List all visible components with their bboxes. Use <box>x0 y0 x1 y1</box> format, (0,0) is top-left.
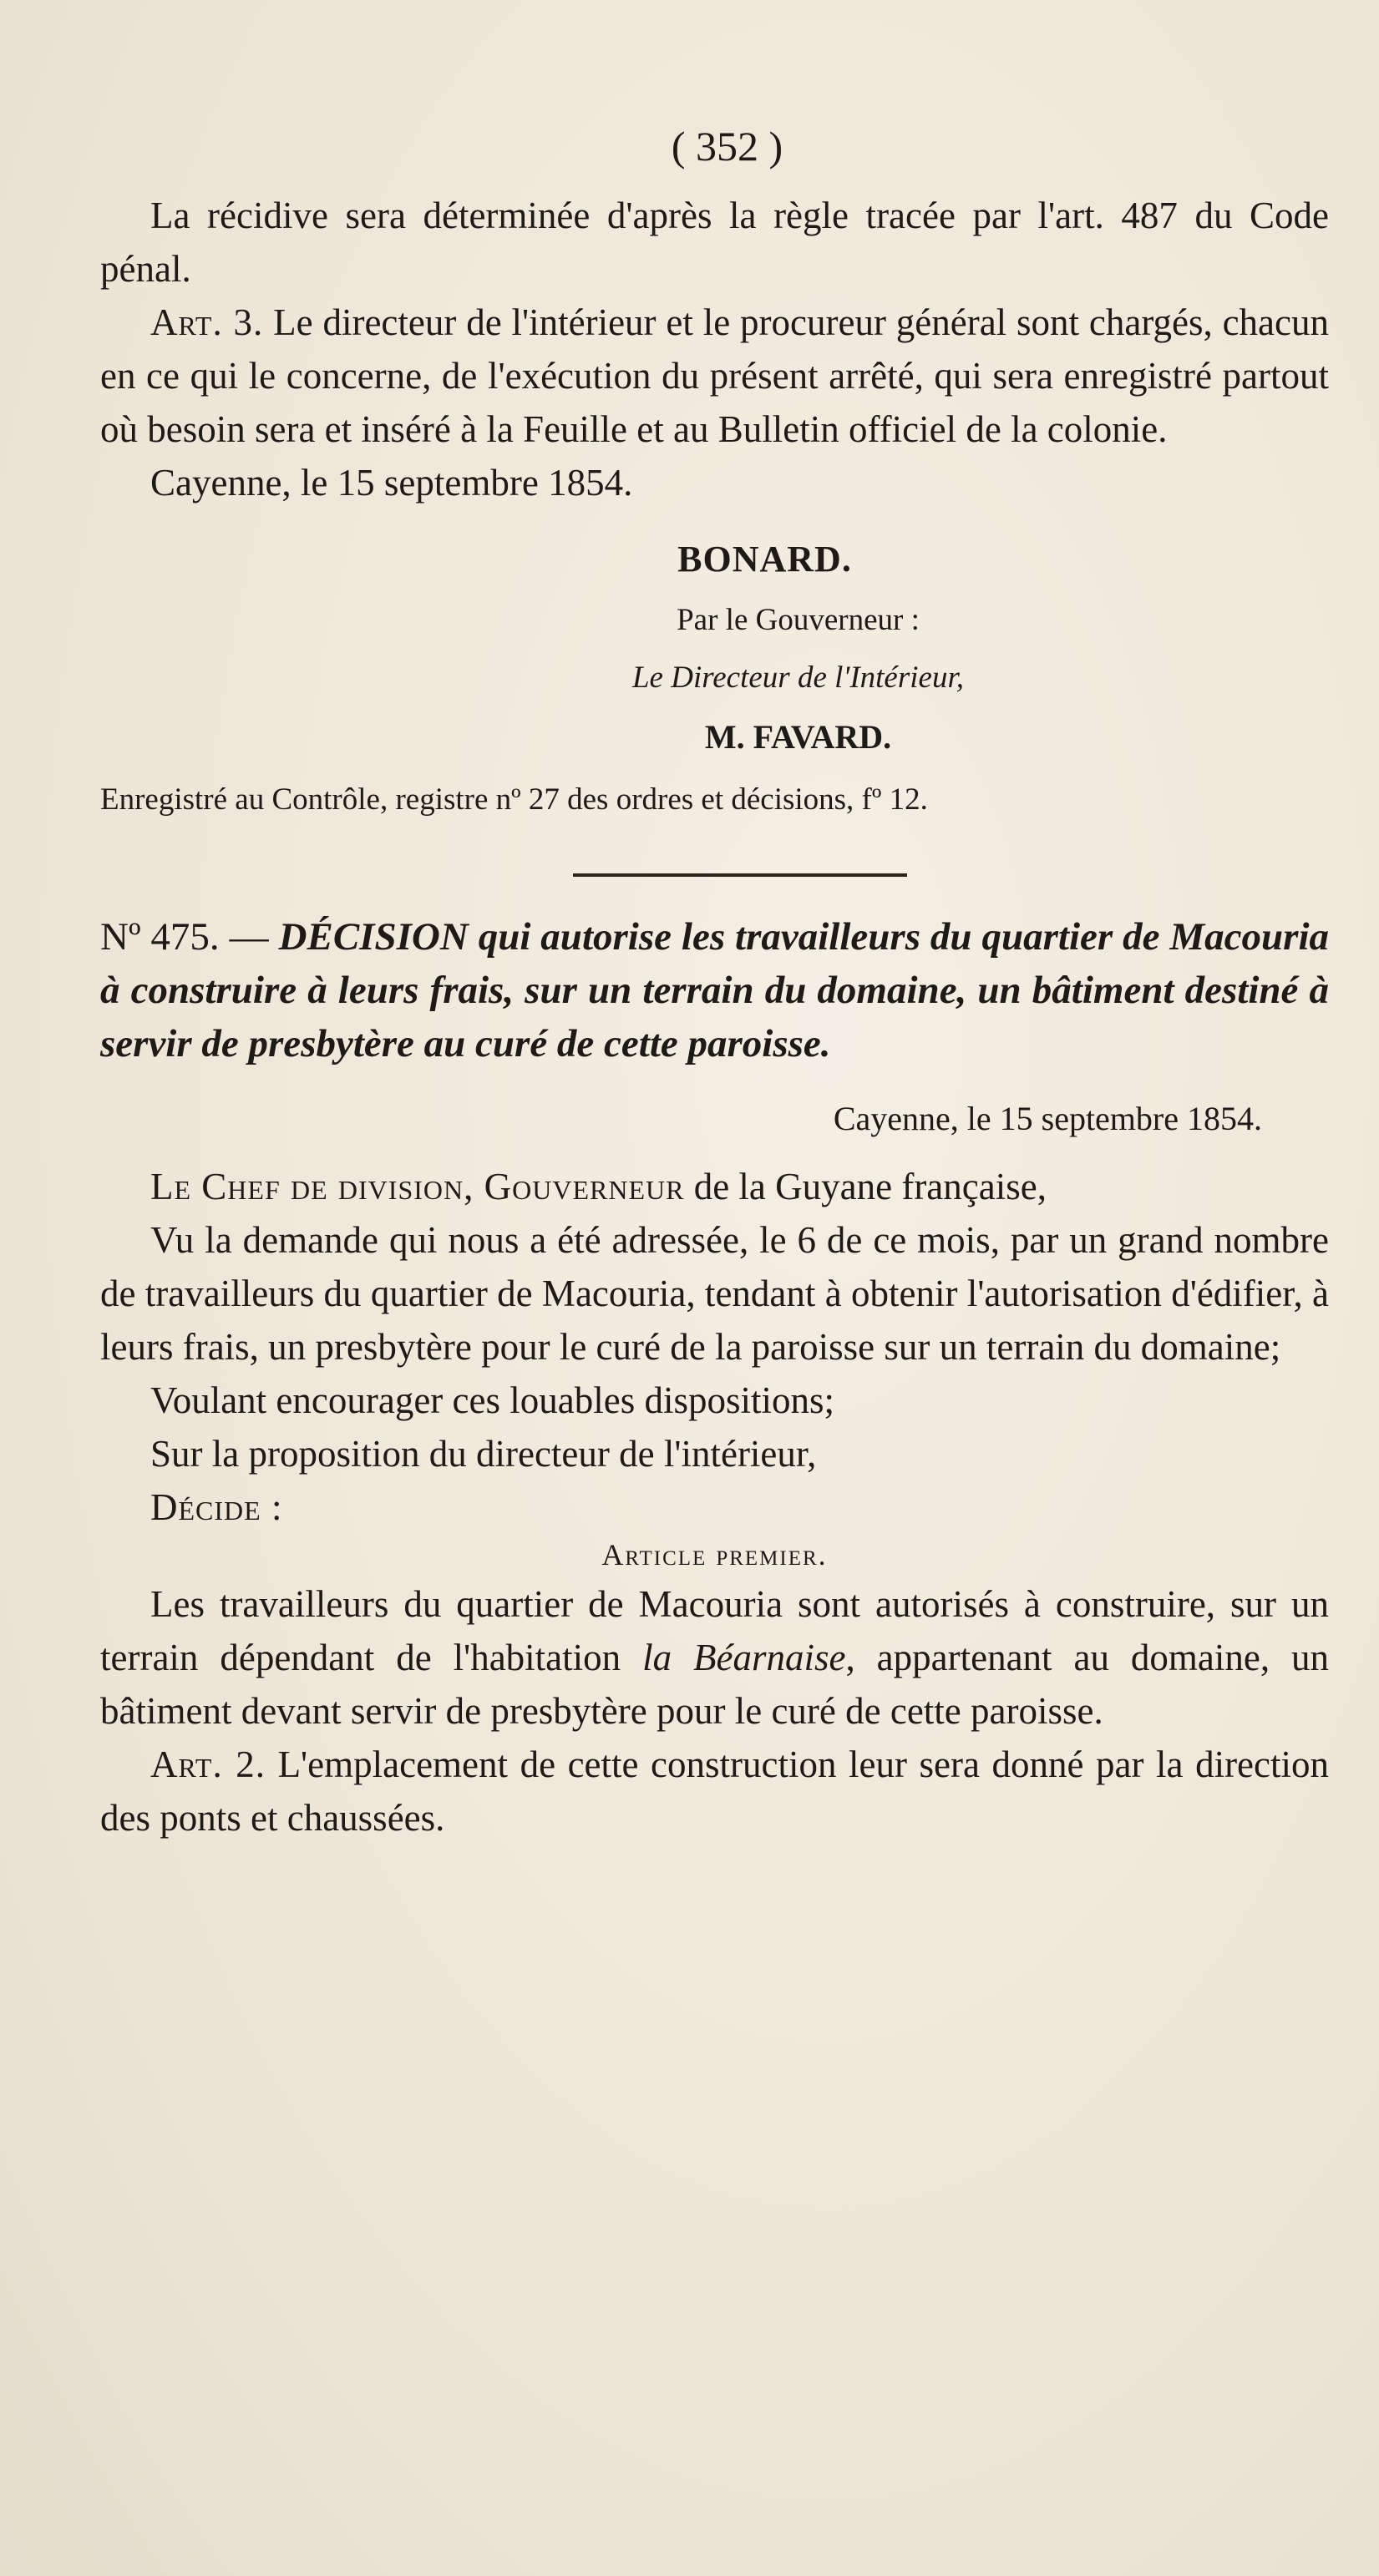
page-number: ( 352 ) <box>671 123 783 170</box>
place-date-arrete: Cayenne, le 15 septembre 1854. <box>150 462 633 504</box>
article-premier-heading: Article premier. <box>601 1538 828 1571</box>
paragraph-article-2 <box>100 1738 1329 1845</box>
article-1-text <box>100 1577 1329 1738</box>
article-2-label: Art. 2. <box>150 1743 266 1785</box>
authority-title: Le Chef de division, Gouverneur <box>150 1166 685 1207</box>
registration-note: Enregistré au Contrôle, registre nº 27 des ordres et décisions, fº 12. <box>100 782 928 817</box>
paragraph-article-3 <box>100 296 1329 456</box>
article-2-text: L'emplacement de cette construction leur sera donné par la direction des ponts et chaussées. <box>100 1743 1330 1839</box>
decision-title: DÉCISION qui autorise les travailleurs du quartier de Macouria à construire à leurs frais, sur un terrain du domaine, un bâtiment destiné à servir de presbytère au curé de cette paroisse. <box>100 915 1330 1065</box>
decision-heading <box>100 910 1329 1070</box>
signature-bonard: BONARD. <box>677 539 852 579</box>
article-1-text-a: Les travailleurs du quartier de Macouria sont autorisés à construire, sur un terrain dépendant de l'habitation <box>100 1583 1329 1678</box>
section-divider <box>573 873 907 877</box>
article-3-text: Le directeur de l'intérieur et le procureur général sont chargés, chacun en ce qui le concerne, de l'exécution du présent arrêté, qui sera enregistré partout où besoin sera et inséré à la Feuille et au Bulletin officiel de la colonie. <box>100 301 1329 450</box>
authority-line <box>100 1160 1329 1213</box>
considerant-demande: Vu la demande qui nous a été adressée, le 6 de ce mois, par un grand nombre de travailleurs du quartier de Macouria, tendant à obtenir l'autorisation d'édifier, à leurs frais, un presbytère pour le curé de la paroisse sur un terrain du domaine; <box>100 1219 1329 1368</box>
paragraph-recidive: La récidive sera déterminée d'après la règle tracée par l'art. 487 du Code pénal. <box>100 195 1329 290</box>
signature-favard: M. FAVARD. <box>704 718 892 756</box>
place-date-decision: Cayenne, le 15 septembre 1854. <box>833 1100 1262 1137</box>
decide-label: Décide : <box>150 1486 283 1528</box>
considerant-proposition: Sur la proposition du directeur de l'intérieur, <box>150 1433 817 1475</box>
directeur-title: Le Directeur de l'Intérieur, <box>631 660 964 695</box>
considerant-encourager: Voulant encourager ces louables dispositions; <box>150 1379 835 1421</box>
habitation-name: la Béarnaise <box>642 1637 846 1678</box>
article-3-label: Art. 3. <box>150 301 264 343</box>
authority-rest: de la Guyane française, <box>693 1166 1047 1207</box>
decision-number: Nº 475. — <box>100 915 269 959</box>
par-le-gouverneur: Par le Gouverneur : <box>677 603 920 637</box>
article-1-text-b: , appartenant au domaine, un bâtiment devant servir de presbytère pour le curé de cette paroisse. <box>100 1637 1330 1732</box>
